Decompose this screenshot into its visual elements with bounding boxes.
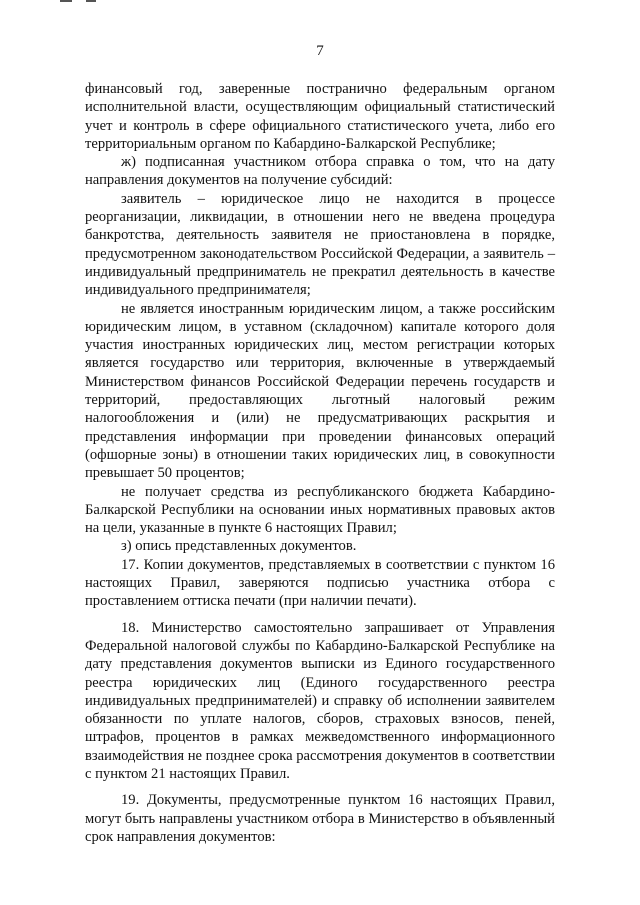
paragraph: з) опись представленных документов. [121,538,357,555]
paragraph: 18. Министерство самостоятельно запрашивает от Управления Федеральной налоговой службы по Кабардино-Балкарской Республике на дату представления документов выписки из Единого государственного реестра юридических лиц (Единого государственного реестра индивидуальных предпринимателей) и справку об исполнении заявителем обязанности по уплате налогов, сборов, страховых взносов, пеней, штрафов, процентов в рамках межведомственного информационного взаимодействия не позднее срока рассмотрения документов в соответствии с пунктом 21 настоящих Правил. [85,619,555,782]
paragraph: 19. Документы, предусмотренные пунктом 16 настоящих Правил, могут быть направлены участником отбора в Министерство в объявленный срок направления документов: [85,792,555,845]
paragraph: заявитель – юридическое лицо не находится в процессе реорганизации, ликвидации, в отношении него не введена процедура банкротства, деятельность заявителя не приостановлена в порядке, предусмотренном законодательством Российской Федерации, а заявитель – индивидуальный предприниматель не прекратил деятельность в качестве индивидуального предпринимателя; [85,190,555,299]
paragraph: не является иностранным юридическим лицом, а также российским юридическим лицом, в уставном (складочном) капитале которого доля участия иностранных юридических лиц, местом регистрации которых является государство или территория, включенные в утверждаемый Министерством финансов Российской Федерации перечень государств и территорий, предоставляющих льготный налоговый режим налогообложения и (или) не предусматривающих раскрытия и представления информации при проведении финансовых операций (офшорные зоны) в отношении таких юридических лиц, в совокупности превышает 50 процентов; [85,300,555,482]
scan-corner-mark [60,0,100,2]
document-body [85,80,555,846]
paragraph: не получает средства из республиканского бюджета Кабардино-Балкарской Республики на основании иных нормативных правовых актов на цели, указанные в пункте 6 настоящих Правил; [85,483,555,537]
paragraph: финансовый год, заверенные постранично федеральным органом исполнительной власти, осуществляющим официальный статистический учет и контроль в сфере официального статистического учета, либо его территориальным органом по Кабардино-Балкарской Республике; [85,81,555,152]
paragraph: ж) подписанная участником отбора справка о том, что на дату направления документов на получение субсидий: [85,154,555,189]
paragraph: 17. Копии документов, представляемых в соответствии с пунктом 16 настоящих Правил, заверяются подписью участника отбора с проставлением оттиска печати (при наличии печати). [85,556,555,610]
page-number: 7 [316,43,324,59]
